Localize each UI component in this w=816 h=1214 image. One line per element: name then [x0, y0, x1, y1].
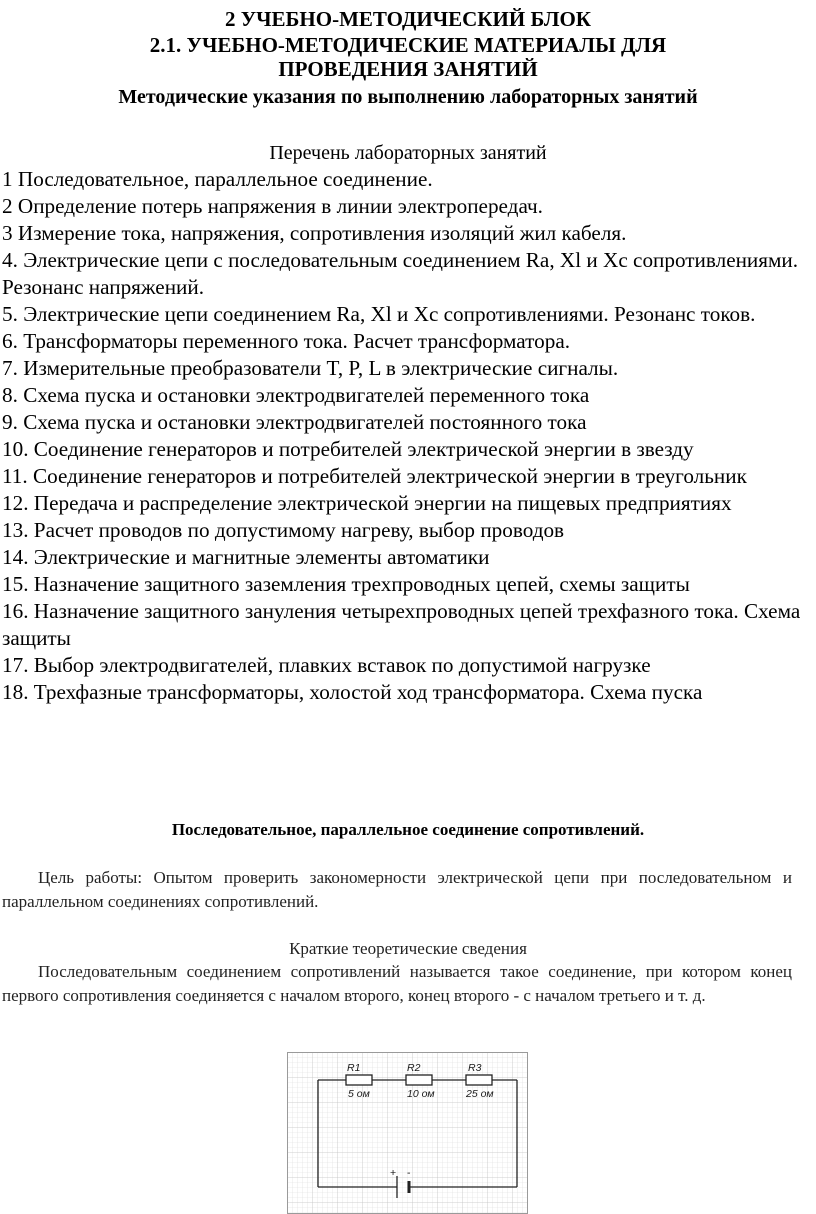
block-title: 2 УЧЕБНО-МЕТОДИЧЕСКИЙ БЛОК [224, 7, 592, 31]
list-item: 14. Электрические и магнитные элементы автоматики [2, 545, 490, 569]
list-item: 12. Передача и распределение электрической энергии на пищевых предприятиях [2, 491, 732, 515]
battery-minus-label: - [407, 1167, 411, 1179]
section-title-line1: 2.1. УЧЕБНО-МЕТОДИЧЕСКИЕ МАТЕРИАЛЫ ДЛЯ [149, 33, 667, 57]
lab-section-title: Последовательное, параллельное соединение сопротивлений. [171, 820, 645, 839]
resistor-r2-name: R2 [407, 1062, 421, 1074]
list-item: 4. Электрические цепи с последовательным соединением Ra, Xl и Xc сопротивлениями. Резонанс напряжений. [2, 248, 799, 299]
list-item: 6. Трансформаторы переменного тока. Расчет трансформатора. [2, 329, 571, 353]
resistor-r3-value: 25 ом [466, 1088, 494, 1100]
list-item: 18. Трехфазные трансформаторы, холостой ход трансформатора. Схема пуска [2, 680, 703, 704]
resistor-r3-name: R3 [468, 1062, 482, 1074]
resistor-r3 [466, 1075, 492, 1085]
methodical-subtitle: Методические указания по выполнению лабораторных занятий [118, 86, 698, 108]
list-item: 17. Выбор электродвигателей, плавких вставок по допустимой нагрузке [2, 653, 651, 677]
list-item: 2 Определение потерь напряжения в линии электропередач. [2, 194, 543, 218]
resistor-r2-value: 10 ом [407, 1088, 435, 1100]
list-item: 10. Соединение генераторов и потребителей электрической энергии в звезду [2, 437, 694, 461]
list-item: 9. Схема пуска и остановки электродвигателей постоянного тока [2, 410, 587, 434]
resistor-r1-name: R1 [347, 1062, 361, 1074]
circuit-diagram [287, 1052, 528, 1214]
list-item: 13. Расчет проводов по допустимому нагреву, выбор проводов [2, 518, 565, 542]
theory-paragraph: Последовательным соединением сопротивлений называется такое соединение, при котором конец первого сопротивления соединяется с началом второго, конец второго - с началом третьего и т. д. [2, 962, 792, 1005]
list-item: 16. Назначение защитного зануления четырехпроводных цепей трехфазного тока. Схема защиты [2, 599, 801, 650]
lab-list [2, 166, 814, 706]
list-item: 7. Измерительные преобразователи T, P, L в электрические сигналы. [2, 356, 619, 380]
list-item: 11. Соединение генераторов и потребителей электрической энергии в треугольник [2, 464, 747, 488]
lab-list-title: Перечень лабораторных занятий [269, 142, 547, 164]
theory-title: Краткие теоретические сведения [289, 939, 527, 958]
circuit-svg [287, 1052, 528, 1214]
list-item: 15. Назначение защитного заземления трехпроводных цепей, схемы защиты [2, 572, 690, 596]
resistor-r1 [346, 1075, 372, 1085]
list-item: 1 Последовательное, параллельное соединение. [2, 167, 433, 191]
list-item: 5. Электрические цепи соединением Ra, Xl и Xc сопротивлениями. Резонанс токов. [2, 302, 756, 326]
goal-paragraph: Цель работы: Опытом проверить закономерности электрической цепи при последовательном и параллельном соединениях сопротивлений. [2, 868, 792, 911]
resistor-r2 [406, 1075, 432, 1085]
section-title-line2: ПРОВЕДЕНИЯ ЗАНЯТИЙ [278, 57, 538, 81]
battery-plus-label: + [390, 1167, 397, 1179]
list-item: 3 Измерение тока, напряжения, сопротивления изоляций жил кабеля. [2, 221, 627, 245]
resistor-r1-value: 5 ом [348, 1088, 370, 1100]
list-item: 8. Схема пуска и остановки электродвигателей переменного тока [2, 383, 590, 407]
